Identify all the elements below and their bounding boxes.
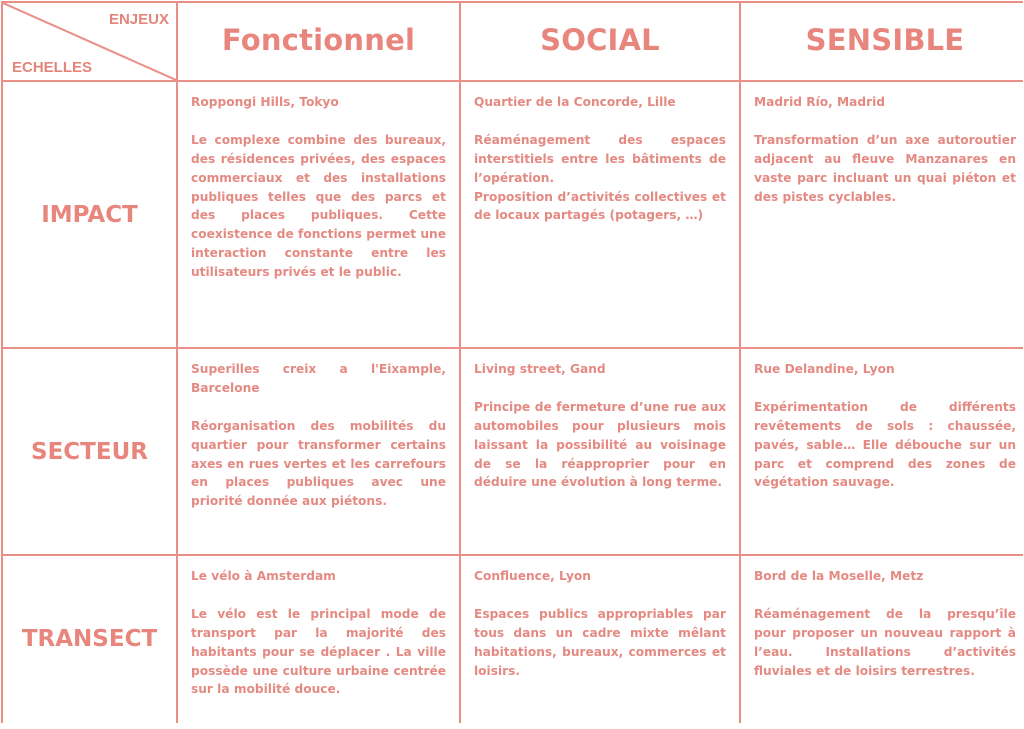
case-study-description: Le complexe combine des bureaux, des résidences privées, des espaces commerciaux et des installations publiques telles que des parcs et des places publiques. Cette coexistence de fonctions permet une interaction constante entre les utilisateurs privés et le public. [191, 132, 446, 280]
case-study-title: Rue Delandine, Lyon [754, 362, 895, 376]
case-study-description: Réaménagement des espaces interstitiels entre les bâtiments de l’opération. Proposition d’activités collectives et de locaux partagés (potagers, …) [474, 132, 726, 223]
case-study-description: Le vélo est le principal mode de transport par la majorité des habitants pour se déplacer . La ville possède une culture urbaine centrée sur la mobilité douce. [191, 606, 446, 697]
case-study-title: Superilles creix a l'Eixample, Barcelone [191, 362, 446, 395]
case-study-description: Espaces publics appropriables par tous dans un cadre mixte mêlant habitations, bureaux, commerces et loisirs. [474, 606, 726, 678]
corner-header-cell [3, 3, 176, 80]
case-study-description: Principe de fermeture d’une rue aux automobiles pour plusieurs mois laissant la possibilité au voisinage de se la réapproprier pour en déduire une évolution à long terme. [474, 399, 726, 490]
case-study-title: Quartier de la Concorde, Lille [474, 95, 676, 109]
case-study-title: Confluence, Lyon [474, 569, 591, 583]
table-cell-impact-sensible [741, 82, 1024, 347]
column-header-social: SOCIAL [461, 3, 739, 80]
column-header-sensible: SENSIBLE [741, 3, 1024, 80]
case-study-title: Living street, Gand [474, 362, 606, 376]
table-cell-transect-sensible [741, 556, 1024, 729]
case-study-description: Expérimentation de différents revêtements de sols : chaussée, pavés, sable… Elle débouche sur un parc et comprend des zones de végétation sauvage. [754, 399, 1016, 490]
table-cell-transect-social [461, 556, 739, 729]
matrix-table [1, 1, 1023, 723]
table-cell-transect-fonctionnel [178, 556, 459, 729]
case-study-title: Bord de la Moselle, Metz [754, 569, 924, 583]
table-cell-secteur-sensible [741, 349, 1024, 554]
row-header-impact: IMPACT [3, 82, 176, 347]
row-header-secteur: SECTEUR [3, 349, 176, 554]
case-study-title: Le vélo à Amsterdam [191, 569, 336, 583]
case-study-title: Madrid Río, Madrid [754, 95, 886, 109]
case-study-description: Réaménagement de la presqu’île pour proposer un nouveau rapport à l’eau. Installations d’activités fluviales et de loisirs terrestres. [754, 606, 1016, 678]
table-cell-impact-fonctionnel [178, 82, 459, 347]
column-header-fonctionnel: Fonctionnel [178, 3, 459, 80]
table-cell-secteur-fonctionnel [178, 349, 459, 554]
row-header-transect: TRANSECT [3, 556, 176, 729]
table-cell-secteur-social [461, 349, 739, 554]
case-study-description: Transformation d’un axe autoroutier adjacent au fleuve Manzanares en vaste parc incluant un quai piéton et des pistes cyclables. [754, 132, 1016, 204]
enjeux-axis-label: ENJEUX [108, 11, 169, 28]
case-study-description: Réorganisation des mobilités du quartier pour transformer certains axes en rues vertes et les carrefours en places publiques avec une priorité donnée aux piétons. [191, 418, 446, 509]
echelles-axis-label: ECHELLES [12, 59, 93, 76]
table-cell-impact-social [461, 82, 739, 347]
case-study-title: Roppongi Hills, Tokyo [191, 95, 339, 109]
